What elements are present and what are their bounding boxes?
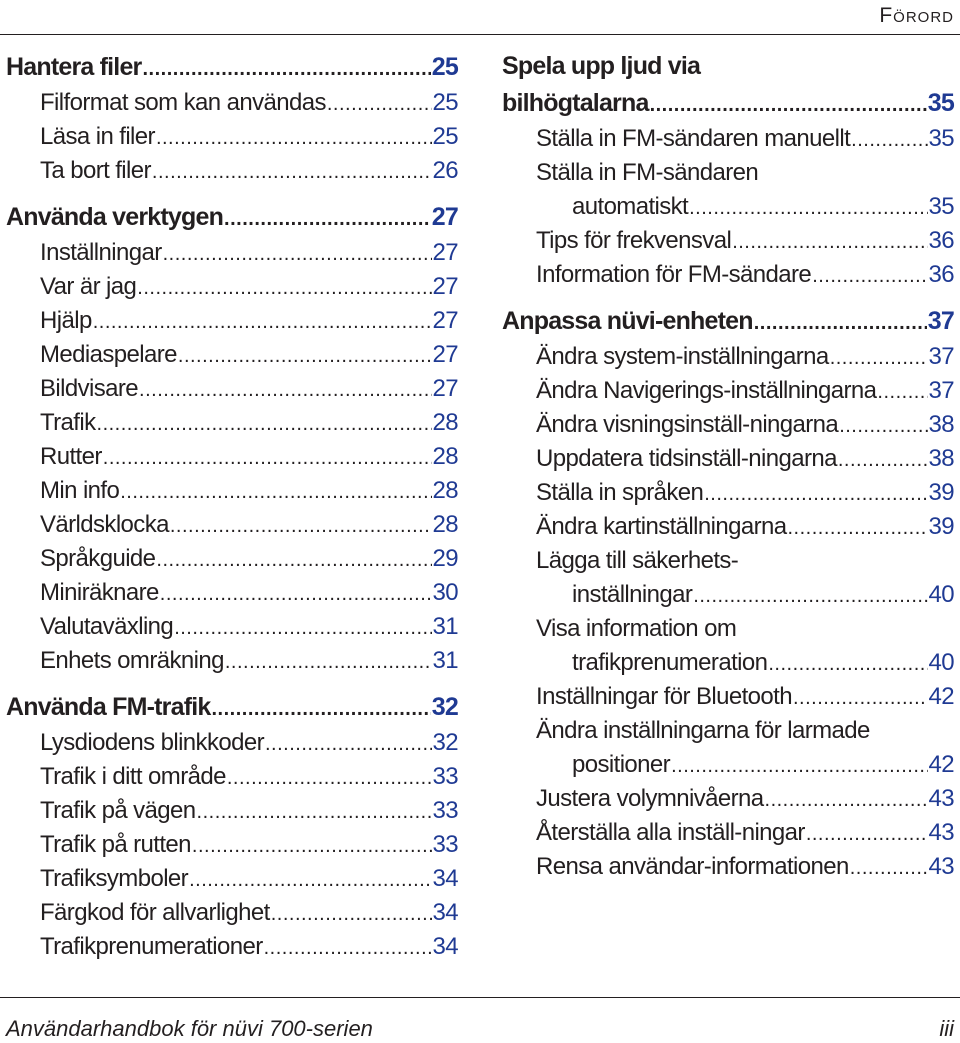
toc-page-number: 32 xyxy=(432,729,458,756)
toc-entry-title: Justera volymnivåerna xyxy=(536,785,764,812)
toc-entry-first-line[interactable] xyxy=(502,544,954,578)
dot-leader xyxy=(174,611,431,645)
toc-entry[interactable] xyxy=(502,122,954,156)
toc-page-number: 29 xyxy=(432,545,458,572)
toc-entry[interactable] xyxy=(6,862,458,896)
dot-leader xyxy=(225,645,432,679)
toc-entry-title: Världsklocka xyxy=(40,511,169,538)
toc-page-number: 35 xyxy=(928,193,954,220)
dot-leader xyxy=(211,690,430,728)
toc-page-number: 31 xyxy=(432,613,458,640)
toc-page-number: 37 xyxy=(927,307,954,335)
toc-page-number: 31 xyxy=(432,647,458,674)
dot-leader xyxy=(650,86,927,124)
toc-section-entry[interactable] xyxy=(6,48,458,86)
toc-entry-title: Anpassa nüvi-enheten xyxy=(502,307,753,335)
toc-entry-title: Bildvisare xyxy=(40,375,139,402)
toc-entry[interactable] xyxy=(6,270,458,304)
toc-page-number: 36 xyxy=(928,227,954,254)
toc-entry[interactable] xyxy=(6,576,458,610)
toc-entry[interactable] xyxy=(502,816,954,850)
dot-leader xyxy=(156,543,431,577)
toc-entry-title: Mediaspelare xyxy=(40,341,177,368)
toc-entry-title: Inställningar för Bluetooth xyxy=(536,683,792,710)
dot-leader xyxy=(693,579,927,613)
toc-entry-title: Tips för frekvensval xyxy=(536,227,732,254)
toc-right-column xyxy=(502,48,954,884)
toc-page-number: 33 xyxy=(432,763,458,790)
toc-entry[interactable] xyxy=(502,408,954,442)
toc-page-number: 27 xyxy=(431,203,458,231)
dot-leader xyxy=(197,795,432,829)
toc-entry-title: Ändra Navigerings-inställningarna xyxy=(536,377,877,404)
toc-page-number: 43 xyxy=(928,785,954,812)
toc-entry-title: Rensa användar-informationen xyxy=(536,853,849,880)
page-number: iii xyxy=(939,1016,954,1041)
toc-entry-title: Trafikprenumerationer xyxy=(40,933,263,960)
toc-entry-title: trafikprenumeration xyxy=(572,649,768,676)
dot-leader xyxy=(93,305,432,339)
toc-entry[interactable] xyxy=(6,406,458,440)
toc-entry[interactable] xyxy=(6,304,458,338)
dot-leader xyxy=(163,237,432,271)
toc-entry-title: Lysdiodens blinkkoder xyxy=(40,729,264,756)
dot-leader xyxy=(838,443,928,477)
toc-entry[interactable] xyxy=(6,930,458,964)
toc-page-number: 39 xyxy=(928,479,954,506)
dot-leader xyxy=(224,200,431,238)
toc-entry-title: Ändra kartinställningarna xyxy=(536,513,787,540)
toc-page-number: 27 xyxy=(432,307,458,334)
dot-leader xyxy=(877,375,927,409)
toc-entry-first-line[interactable] xyxy=(502,714,954,748)
toc-page-number: 39 xyxy=(928,513,954,540)
toc-entry-title: Använda verktygen xyxy=(6,203,224,231)
dot-leader xyxy=(839,409,927,443)
toc-entry-title: Var är jag xyxy=(40,273,137,300)
dot-leader xyxy=(170,509,432,543)
toc-page-number: 25 xyxy=(431,53,458,81)
toc-entry-title: Ändra visningsinställ-ningarna xyxy=(536,411,839,438)
toc-entry-title: Lägga till säkerhets- xyxy=(536,547,739,574)
toc-entry[interactable] xyxy=(6,828,458,862)
toc-page-number: 28 xyxy=(432,443,458,470)
toc-page-number: 27 xyxy=(432,375,458,402)
toc-entry-title: bilhögtalarna xyxy=(502,89,649,117)
toc-entry[interactable] xyxy=(6,542,458,576)
toc-entry-title: Miniräknare xyxy=(40,579,159,606)
dot-leader xyxy=(178,339,432,373)
toc-section-entry[interactable] xyxy=(6,198,458,236)
dot-leader xyxy=(160,577,432,611)
toc-entry[interactable] xyxy=(6,508,458,542)
toc-page-number: 27 xyxy=(432,341,458,368)
toc-entry-title: Trafik på rutten xyxy=(40,831,191,858)
dot-leader xyxy=(189,863,431,897)
toc-entry-title: Ändra system-inställningarna xyxy=(536,343,829,370)
footer-manual-title: Användarhandbok för nüvi 700-serien xyxy=(6,1016,373,1041)
toc-page-number: 35 xyxy=(928,125,954,152)
dot-leader xyxy=(156,121,432,155)
toc-entry[interactable] xyxy=(6,120,458,154)
toc-section-entry[interactable] xyxy=(6,688,458,726)
toc-entry-title: Inställningar xyxy=(40,239,162,266)
toc-entry[interactable] xyxy=(6,794,458,828)
toc-entry-title: Uppdatera tidsinställ-ningarna xyxy=(536,445,837,472)
toc-entry-title: Valutaväxling xyxy=(40,613,174,640)
toc-entry-title: Ändra inställningarna för larmade xyxy=(536,717,870,744)
toc-page-number: 35 xyxy=(927,89,954,117)
toc-entry-first-line[interactable] xyxy=(502,156,954,190)
toc-page-number: 33 xyxy=(432,797,458,824)
dot-leader xyxy=(793,681,928,715)
toc-page-number: 30 xyxy=(432,579,458,606)
toc-page-number: 43 xyxy=(928,819,954,846)
toc-page-number: 26 xyxy=(432,157,458,184)
toc-page-number: 38 xyxy=(928,411,954,438)
toc-entry[interactable] xyxy=(6,86,458,120)
toc-page-number: 33 xyxy=(432,831,458,858)
toc-entry[interactable] xyxy=(502,850,954,884)
toc-entry-title: Enhets omräkning xyxy=(40,647,224,674)
toc-entry-title: automatiskt xyxy=(572,193,689,220)
toc-section-entry[interactable] xyxy=(502,48,954,84)
toc-page-number: 43 xyxy=(928,853,954,880)
toc-entry[interactable] xyxy=(502,258,954,292)
dot-leader xyxy=(139,373,431,407)
toc-page-number: 38 xyxy=(928,445,954,472)
dot-leader xyxy=(97,407,432,441)
toc-entry-first-line[interactable] xyxy=(502,612,954,646)
toc-entry[interactable] xyxy=(6,896,458,930)
toc-entry-continuation[interactable] xyxy=(502,190,954,224)
toc-entry[interactable] xyxy=(502,476,954,510)
dot-leader xyxy=(754,304,927,342)
toc-page-number: 27 xyxy=(432,273,458,300)
toc-page-number: 34 xyxy=(432,899,458,926)
dot-leader xyxy=(671,749,927,783)
dot-leader xyxy=(704,477,927,511)
dot-leader xyxy=(689,191,927,225)
dot-leader xyxy=(152,155,432,189)
toc-page-number: 34 xyxy=(432,865,458,892)
dot-leader xyxy=(765,783,928,817)
toc-entry-title: Trafik i ditt område xyxy=(40,763,226,790)
toc-entry[interactable] xyxy=(6,338,458,372)
dot-leader xyxy=(850,851,928,885)
toc-entry[interactable] xyxy=(502,510,954,544)
toc-entry[interactable] xyxy=(6,610,458,644)
toc-entry[interactable] xyxy=(6,644,458,678)
toc-entry-title: Ställa in språken xyxy=(536,479,704,506)
toc-entry[interactable] xyxy=(502,224,954,258)
toc-page-number: 37 xyxy=(928,343,954,370)
dot-leader xyxy=(768,647,927,681)
toc-page-number: 34 xyxy=(432,933,458,960)
toc-entry-title: Hantera filer xyxy=(6,53,142,81)
toc-entry-title: Ta bort filer xyxy=(40,157,151,184)
toc-entry-title: Språkguide xyxy=(40,545,156,572)
toc-page-number: 28 xyxy=(432,409,458,436)
dot-leader xyxy=(806,817,928,851)
header-rule xyxy=(0,34,960,35)
toc-entry-title: Rutter xyxy=(40,443,102,470)
toc-entry-continuation[interactable] xyxy=(502,578,954,612)
toc-section-entry[interactable] xyxy=(502,302,954,340)
dot-leader xyxy=(788,511,928,545)
toc-entry[interactable] xyxy=(6,760,458,794)
toc-page-number: 25 xyxy=(432,123,458,150)
running-header: Förord xyxy=(879,4,954,27)
toc-page-number: 28 xyxy=(432,511,458,538)
toc-entry-title: Ställa in FM-sändaren xyxy=(536,159,759,186)
toc-page-number: 40 xyxy=(928,581,954,608)
dot-leader xyxy=(851,123,927,157)
toc-page-number: 37 xyxy=(928,377,954,404)
toc-entry[interactable] xyxy=(6,154,458,188)
toc-entry[interactable] xyxy=(6,474,458,508)
toc-entry[interactable] xyxy=(6,726,458,760)
toc-page-number: 27 xyxy=(432,239,458,266)
dot-leader xyxy=(732,225,927,259)
toc-page-number: 40 xyxy=(928,649,954,676)
toc-entry[interactable] xyxy=(502,374,954,408)
toc-page-number: 25 xyxy=(432,89,458,116)
toc-entry-title: Trafik på vägen xyxy=(40,797,196,824)
dot-leader xyxy=(265,727,432,761)
toc-entry-title: Filformat som kan användas xyxy=(40,89,326,116)
toc-entry[interactable] xyxy=(6,440,458,474)
toc-entry[interactable] xyxy=(502,442,954,476)
toc-section-entry[interactable] xyxy=(502,84,954,122)
toc-entry-title: Hjälp xyxy=(40,307,92,334)
toc-entry-title: Återställa alla inställ-ningar xyxy=(536,819,805,846)
toc-page-number: 42 xyxy=(928,683,954,710)
toc-entry[interactable] xyxy=(502,782,954,816)
toc-page-number: 32 xyxy=(431,693,458,721)
dot-leader xyxy=(137,271,431,305)
dot-leader xyxy=(264,931,432,965)
toc-entry-title: Läsa in filer xyxy=(40,123,155,150)
toc-entry[interactable] xyxy=(502,340,954,374)
toc-entry-title: Information för FM-sändare xyxy=(536,261,812,288)
toc-entry-title: Ställa in FM-sändaren manuellt xyxy=(536,125,851,152)
toc-entry-title: Spela upp ljud via xyxy=(502,52,701,80)
dot-leader xyxy=(271,897,432,931)
toc-entry-title: Visa information om xyxy=(536,615,737,642)
toc-entry-title: inställningar xyxy=(572,581,693,608)
toc-entry-title: Trafik xyxy=(40,409,96,436)
toc-entry[interactable] xyxy=(502,680,954,714)
toc-entry-continuation[interactable] xyxy=(502,646,954,680)
toc-entry-continuation[interactable] xyxy=(502,748,954,782)
dot-leader xyxy=(830,341,928,375)
toc-entry-title: Färgkod för allvarlighet xyxy=(40,899,270,926)
toc-entry-title: Min info xyxy=(40,477,120,504)
toc-entry[interactable] xyxy=(6,372,458,406)
toc-entry-title: positioner xyxy=(572,751,671,778)
dot-leader xyxy=(812,259,927,293)
toc-page-number: 28 xyxy=(432,477,458,504)
toc-page-number: 42 xyxy=(928,751,954,778)
dot-leader xyxy=(120,475,431,509)
toc-left-column xyxy=(6,48,458,964)
toc-entry-title: Trafiksymboler xyxy=(40,865,189,892)
dot-leader xyxy=(327,87,432,121)
toc-entry[interactable] xyxy=(6,236,458,270)
dot-leader xyxy=(192,829,432,863)
dot-leader xyxy=(227,761,432,795)
footer-rule xyxy=(0,997,960,998)
dot-leader xyxy=(103,441,432,475)
toc-page-number: 36 xyxy=(928,261,954,288)
dot-leader xyxy=(143,50,431,88)
toc-entry-title: Använda FM-trafik xyxy=(6,693,211,721)
